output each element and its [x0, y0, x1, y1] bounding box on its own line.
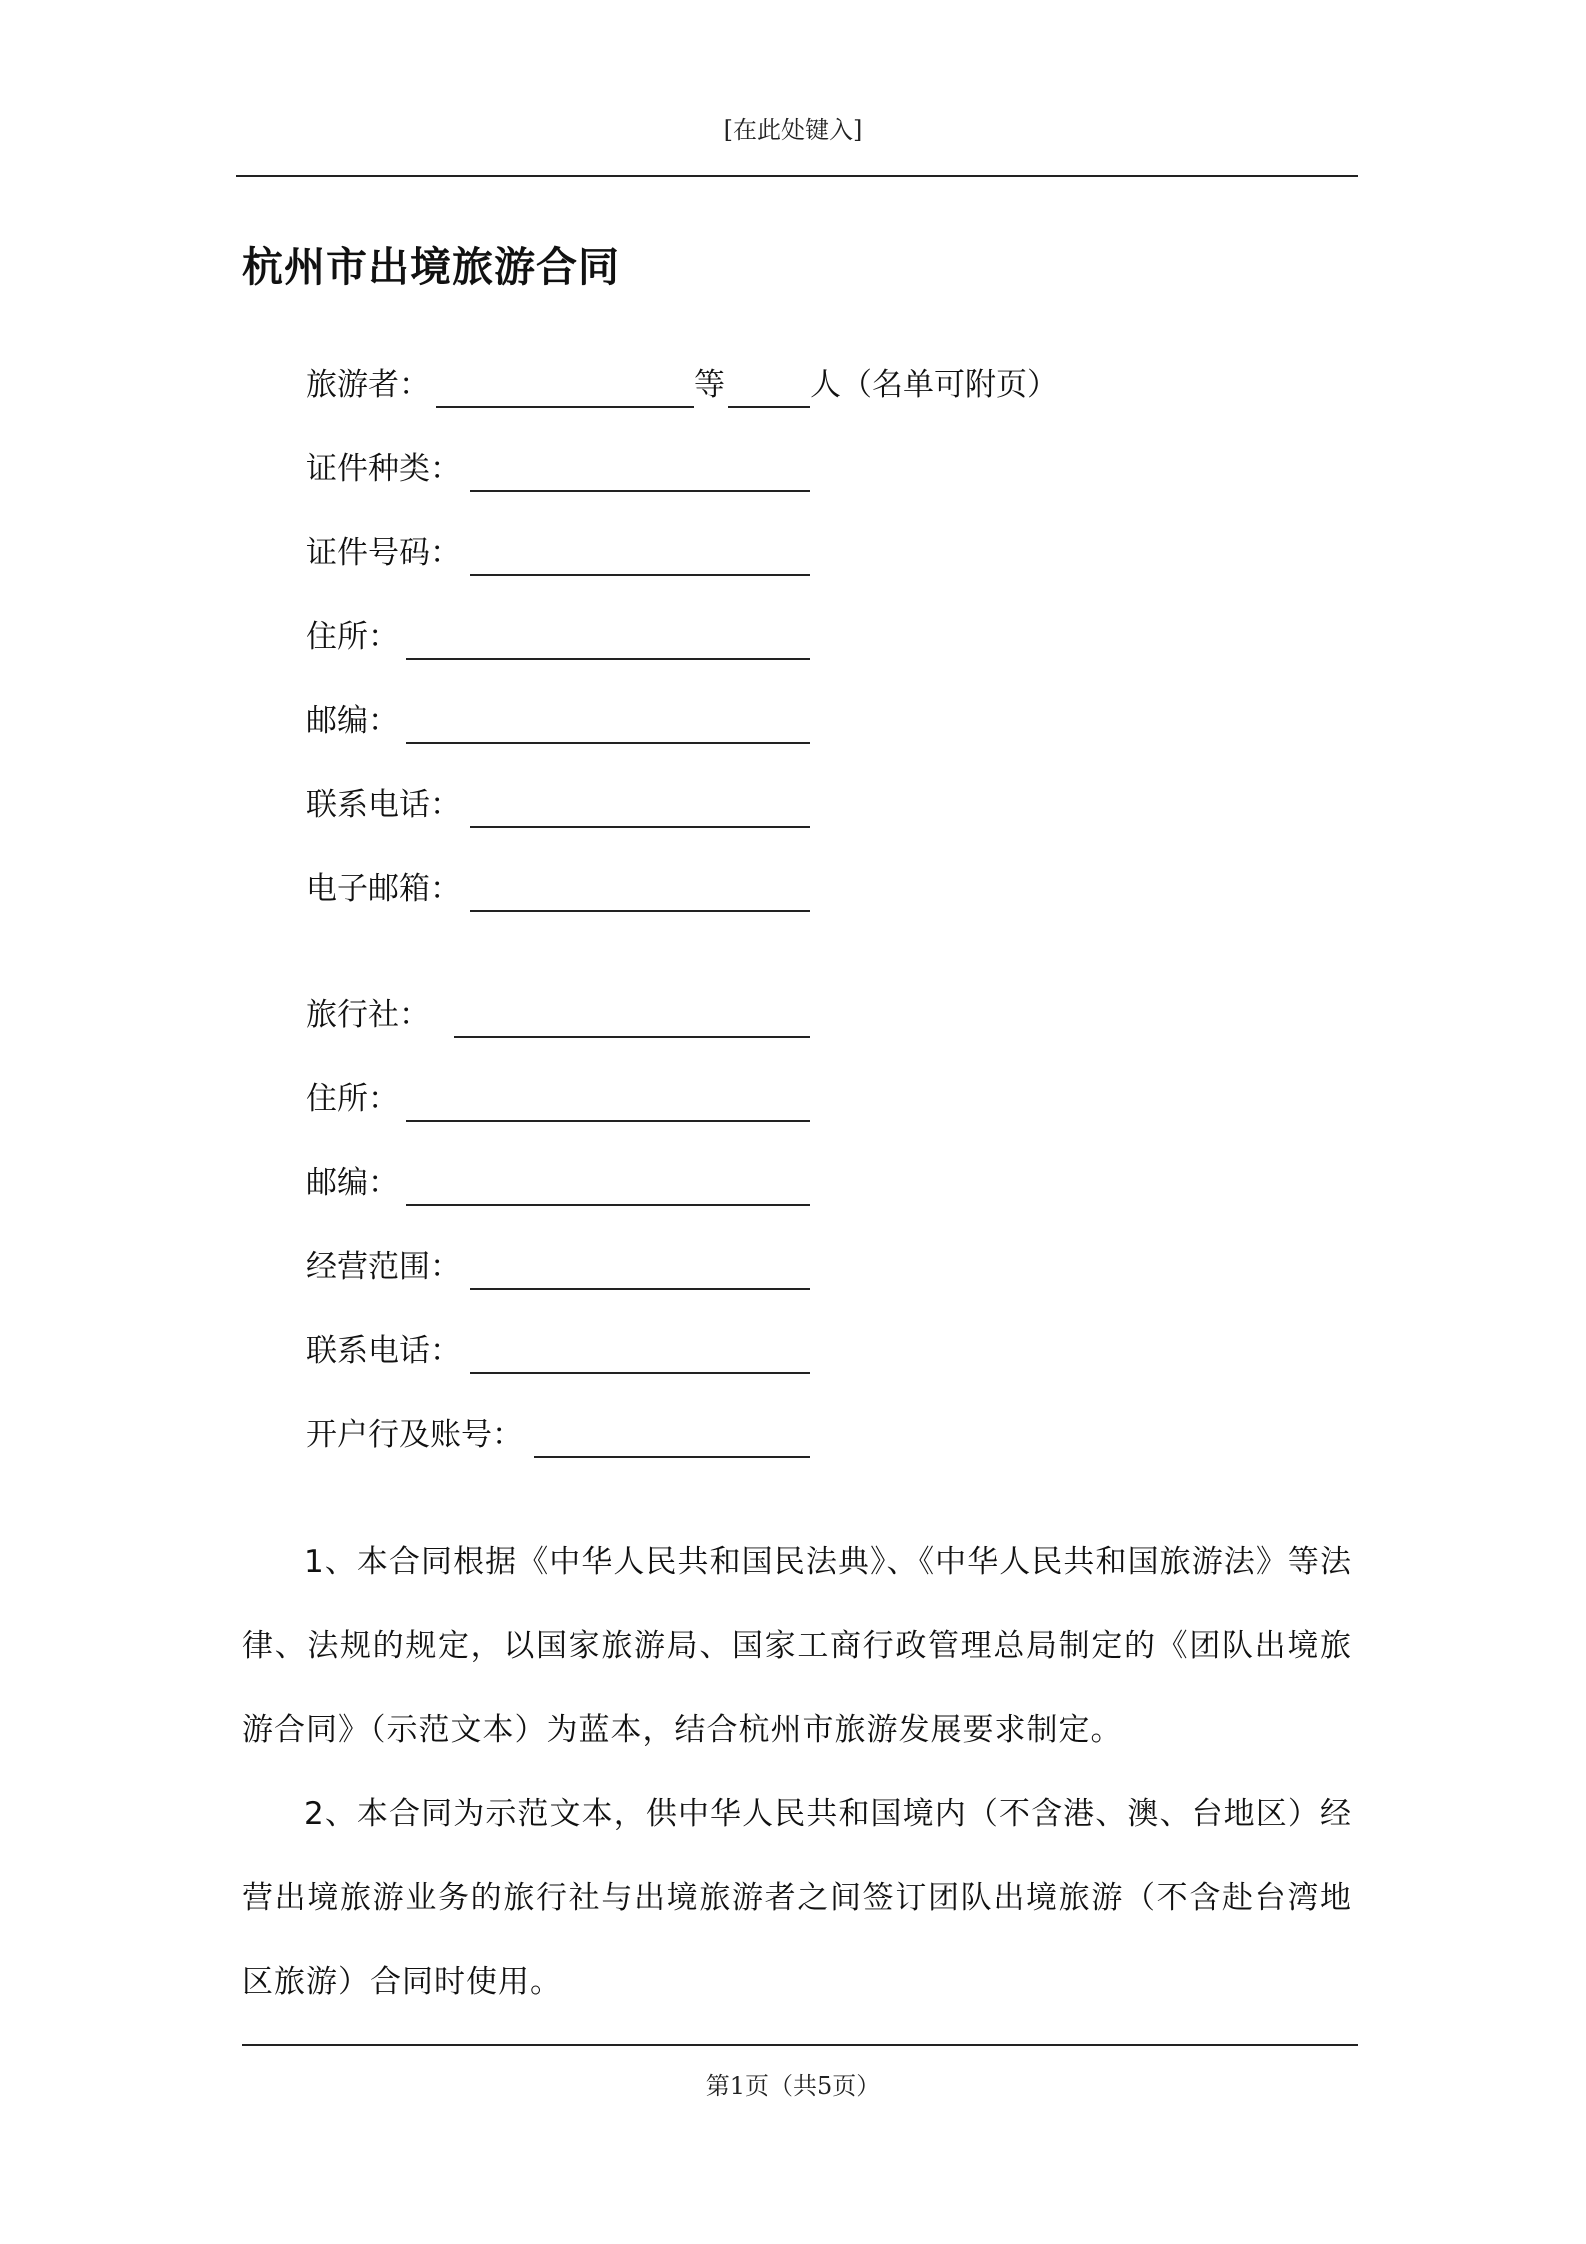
document-title: 杭州市出境旅游合同: [242, 243, 620, 291]
clause-paragraph-2: 2、本合同为示范文本，供中华人民共和国境内（不含港、澳、台地区）经营出境旅游业务的旅行社与出境旅游者之间签订团队出境旅游（不含赴台湾地区旅游）合同时使用。: [242, 1796, 1352, 2000]
traveler-suffix-text: 人（名单可附页）: [810, 367, 1058, 403]
field-label: 开户行及账号：: [306, 1417, 523, 1453]
agency-postcode-field: [306, 1156, 811, 1206]
field-label: 邮编：: [306, 1165, 399, 1201]
field-label: 证件号码：: [306, 535, 461, 571]
page-footer: 第1页（共5页）: [705, 2072, 881, 2100]
traveler-email-blank[interactable]: [470, 910, 810, 912]
traveler-postcode-blank[interactable]: [406, 742, 810, 744]
traveler-phone-field: [306, 778, 811, 828]
traveler-address-blank[interactable]: [406, 658, 810, 660]
page-header: [在此处键入]: [723, 116, 863, 144]
agency-address-field: [306, 1072, 811, 1122]
field-label: 联系电话：: [306, 787, 461, 823]
traveler-field: [306, 358, 1106, 408]
field-label: 住所：: [306, 619, 399, 655]
field-label: 旅行社：: [306, 997, 430, 1033]
business-scope-blank[interactable]: [470, 1288, 810, 1290]
agency-name-field: [306, 988, 811, 1038]
clause-paragraph-1: 1、本合同根据《中华人民共和国民法典》、《中华人民共和国旅游法》等法律、法规的规定，以国家旅游局、国家工商行政管理总局制定的《团队出境旅游合同》（示范文本）为蓝本，结合杭州市旅游发展要求制定。: [242, 1544, 1352, 1748]
traveler-count-blank[interactable]: [728, 406, 810, 408]
bank-account-blank[interactable]: [534, 1456, 810, 1458]
field-label: 证件种类：: [306, 451, 461, 487]
bank-account-field: [306, 1408, 811, 1458]
header-rule: [236, 175, 1358, 177]
field-label: 住所：: [306, 1081, 399, 1117]
id-type-field: [306, 442, 811, 492]
agency-postcode-blank[interactable]: [406, 1204, 810, 1206]
footer-rule: [242, 2044, 1358, 2046]
traveler-email-field: [306, 862, 811, 912]
traveler-address-field: [306, 610, 811, 660]
traveler-middle-text: 等: [694, 367, 725, 403]
agency-address-blank[interactable]: [406, 1120, 810, 1122]
id-type-blank[interactable]: [470, 490, 810, 492]
agency-name-blank[interactable]: [454, 1036, 810, 1038]
field-label: 邮编：: [306, 703, 399, 739]
id-number-field: [306, 526, 811, 576]
field-label: 电子邮箱：: [306, 871, 461, 907]
agency-phone-field: [306, 1324, 811, 1374]
id-number-blank[interactable]: [470, 574, 810, 576]
traveler-name-blank[interactable]: [436, 406, 694, 408]
traveler-phone-blank[interactable]: [470, 826, 810, 828]
field-label: 经营范围：: [306, 1249, 461, 1285]
business-scope-field: [306, 1240, 811, 1290]
agency-phone-blank[interactable]: [470, 1372, 810, 1374]
traveler-postcode-field: [306, 694, 811, 744]
field-label: 联系电话：: [306, 1333, 461, 1369]
traveler-label: 旅游者：: [306, 367, 430, 403]
